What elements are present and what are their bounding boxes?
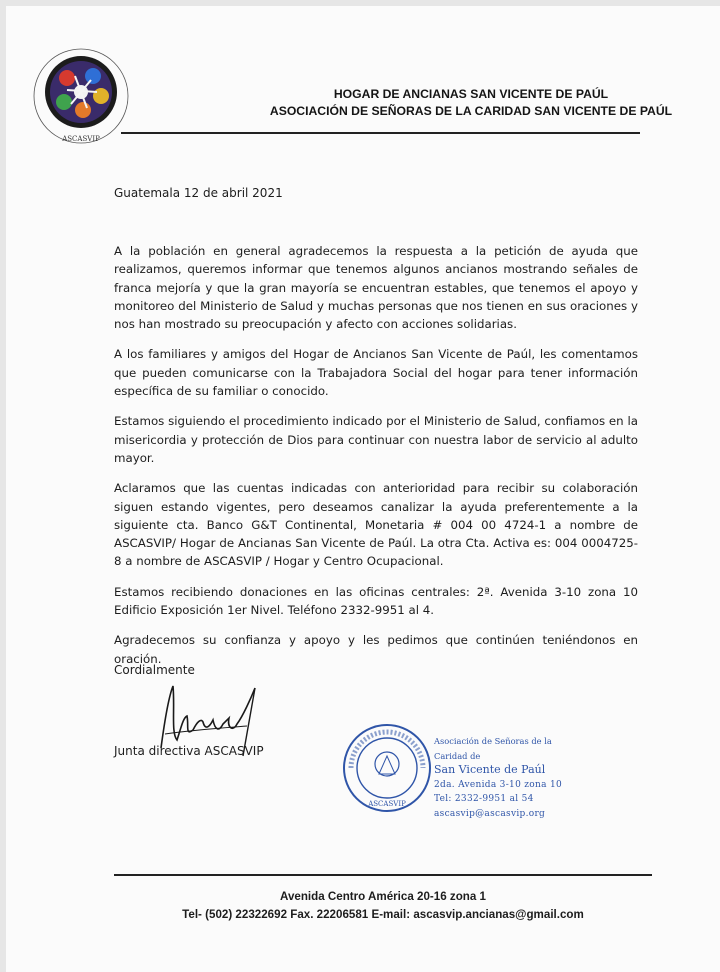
- paragraph: Estamos recibiendo donaciones en las oficinas centrales: 2ª. Avenida 3-10 zona 10 Edificio Exposición 1er Nivel. Teléfono 2332-9951 al 4.: [114, 584, 638, 618]
- ascasvip-logo: [31, 46, 131, 146]
- paragraph: Agradecemos su confianza y apoyo y les pedimos que continúen teniéndonos en oración.: [114, 633, 638, 666]
- footer-contact: Tel- (502) 22322692 Fax. 22206581 E-mail: ascasvip.ancianas@gmail.com: [182, 907, 584, 921]
- stamp-seal: [341, 722, 433, 814]
- institution-name: HOGAR DE ANCIANAS SAN VICENTE DE PAÚL: [333, 87, 609, 101]
- footer: [114, 888, 652, 923]
- paragraph: Estamos siguiendo el procedimiento indicado por el Ministerio de Salud, confiamos en la misericordia y protección de Dios para continuar con nuestra labor de servicio al adulto mayor.: [114, 414, 638, 465]
- footer-address: Avenida Centro América 20-16 zona 1: [280, 890, 486, 903]
- paragraph: Aclaramos que las cuentas indicadas con anterioridad para recibir su colaboración siguen estando vigentes, pero deseamos canalizar la ayuda preferentemente a la siguiente cta. Banco G&T Continental, Monetaria # 004 00 4724-1 a nombre de ASCASVIP/ Hogar de Ancianas San Vicente de Paúl. La otra Cta. Activa es: 004 0004725-8 a nombre de ASCASVIP / Hogar y Centro Ocupacional.: [114, 481, 638, 569]
- association-stamp: [341, 722, 571, 822]
- letter-body: [114, 242, 638, 680]
- footer-divider: [114, 874, 652, 876]
- stamp-line: San Vicente de Paúl: [434, 763, 546, 776]
- signer-name: Junta directiva ASCASVIP: [114, 744, 264, 758]
- stamp-text: [434, 734, 574, 821]
- paragraph: A los familiares y amigos del Hogar de Ancianos San Vicente de Paúl, les comentamos que pueden comunicarse con la Trabajadora Social del hogar para tener información específica de su familiar o conocido.: [114, 347, 638, 399]
- header-divider: [121, 132, 640, 134]
- seal-caption: ASCASVIP: [368, 800, 406, 808]
- stamp-line: ascasvip@ascasvip.org: [434, 808, 546, 819]
- header-titles: [236, 86, 706, 120]
- association-name: ASOCIACIÓN DE SEÑORAS DE LA CARIDAD SAN VICENTE DE PAÚL: [269, 104, 673, 118]
- letter-date: Guatemala 12 de abril 2021: [114, 186, 283, 200]
- stamp-line: Tel: 2332-9951 al 54: [434, 794, 534, 804]
- paragraph: A la población en general agradecemos la respuesta a la petición de ayuda que realizamos, queremos informar que tenemos algunos ancianos mostrando señales de franca mejoría y que la gran mayoría se encuentran estables, que tenemos el apoyo y monitoreo del Ministerio de Salud y muchas personas que nos tienen en sus oraciones y nos han mostrado su preocupación y afecto con acciones solidarias.: [114, 244, 638, 332]
- logo-emblem-icon: [31, 46, 131, 146]
- letter-page: [6, 6, 720, 972]
- closing-salutation: Cordialmente: [114, 663, 195, 677]
- logo-caption: ASCASVIP: [62, 135, 100, 143]
- stamp-line: 2da. Avenida 3-10 zona 10: [434, 779, 562, 790]
- stamp-line: Asociación de Señoras de la Caridad de: [434, 736, 552, 761]
- seal-icon: [341, 722, 433, 814]
